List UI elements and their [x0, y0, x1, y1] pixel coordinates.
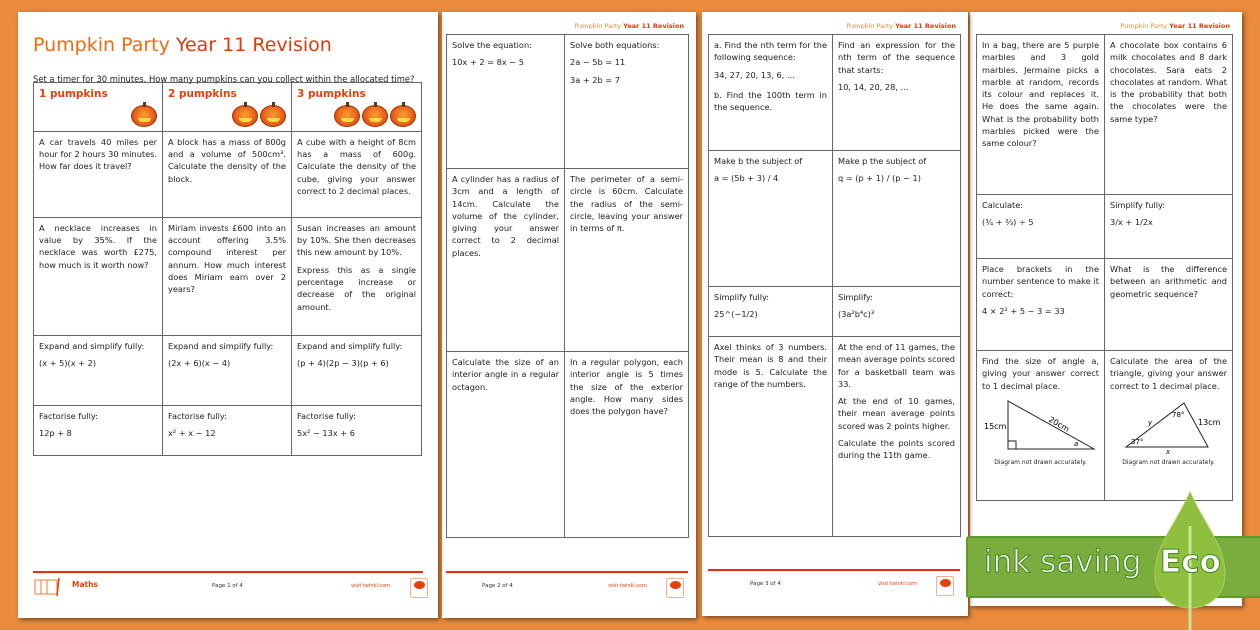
question-cell: Calculate: (¾ + ⅔) ÷ 5: [977, 195, 1105, 259]
question-cell: Expand and simplify fully: (2x + 6)(x − 4): [163, 335, 292, 405]
page-number: Page 2 of 4: [482, 583, 513, 589]
svg-text:a: a: [1074, 439, 1079, 448]
subject-label: Maths: [72, 580, 98, 589]
question-cell: a. Find the nth term for the following sequence: 34, 27, 20, 13, 6, ... b. Find the 100th term in the sequence.: [709, 35, 833, 151]
question-cell: Simplify: (3a²b⁴c)³: [833, 287, 961, 337]
question-cell: Miriam invests £600 into an account offering 3.5% compound interest per annum. How much interest does Miriam earn over 2 years?: [163, 217, 292, 335]
instructions: Set a timer for 30 minutes. How many pumpkins can you collect within the allocated time?: [33, 74, 415, 84]
question-cell: Expand and simplify fully: (x + 5)(x + 2): [34, 335, 163, 405]
question-cell: Factorise fully: x² + x − 12: [163, 405, 292, 455]
question-cell: Find the size of angle a, giving your answer correct to 1 decimal place. 15cm 20cm a Diagram not drawn accurately.: [977, 351, 1105, 501]
question-cell: Simplify fully: 25^(−1/2): [709, 287, 833, 337]
svg-text:x: x: [1166, 447, 1171, 455]
question-cell: Calculate the size of an interior angle in a regular octagon.: [447, 352, 565, 538]
ink-saving-label: ink saving: [984, 544, 1142, 580]
right-triangle-diagram: [982, 397, 1100, 455]
diagram-note: Diagram not drawn accurately.: [1122, 459, 1215, 467]
svg-text:13cm: 13cm: [1198, 417, 1221, 427]
pumpkin-icon: [232, 105, 258, 127]
question-cell: Factorise fully: 12p + 8: [34, 405, 163, 455]
question-grid: [976, 34, 1233, 501]
question-cell: Solve both equations: 2a − 5b = 11 3a + 2b = 7: [565, 35, 689, 169]
question-cell: Make b the subject of a = (5b + 3) / 4: [709, 151, 833, 287]
pumpkin-icon: [260, 105, 286, 127]
question-cell: A necklace increases in value by 35%. If the necklace was worth £275, how much is it worth now?: [34, 217, 163, 335]
svg-text:y: y: [1148, 418, 1153, 427]
question-cell: Factorise fully: 5x² − 13x + 6: [292, 405, 422, 455]
pumpkin-icons: [297, 105, 416, 127]
twinkl-link[interactable]: visit twinkl.com: [608, 583, 648, 589]
diagram-note: Diagram not drawn accurately.: [994, 459, 1087, 467]
pumpkin-icon: [131, 105, 157, 127]
pumpkin-icon: [334, 105, 360, 127]
column-header-2: 2 pumpkins: [163, 83, 292, 132]
question-cell: A block has a mass of 800g and a volume of 500cm³. Calculate the density of the block.: [163, 131, 292, 217]
footer-rule: [708, 569, 960, 571]
worksheet-page-1: [18, 12, 438, 618]
question-cell: Place brackets in the number sentence to make it correct: 4 × 2² + 5 − 3 = 33: [977, 259, 1105, 351]
page-header: Pumpkin Party Year 11 Revision: [846, 22, 956, 30]
page-number: Page 3 of 4: [750, 581, 781, 587]
question-cell: A cylinder has a radius of 3cm and a length of 14cm. Calculate the volume of the cylinder, giving your answer correct to 2 decimal places.: [447, 169, 565, 352]
question-cell: The perimeter of a semi-circle is 60cm. Calculate the radius of the semi-circle, leaving your answer in terms of π.: [565, 169, 689, 352]
page-number: Page 1 of 4: [212, 583, 243, 589]
question-cell: Make p the subject of q = (p + 1) / (p − 1): [833, 151, 961, 287]
question-cell: Simplify fully: 3/x + 1/2x: [1105, 195, 1233, 259]
svg-text:15cm: 15cm: [984, 421, 1007, 431]
column-header-3: 3 pumpkins: [292, 83, 422, 132]
question-cell: Axel thinks of 3 numbers. Their mean is 8 and their mode is 5. Calculate the range of the numbers.: [709, 337, 833, 537]
eco-label: Eco: [1160, 544, 1221, 580]
pumpkin-icon: [390, 105, 416, 127]
maths-icon: [33, 576, 65, 598]
page-header: Pumpkin Party Year 11 Revision: [1120, 22, 1230, 30]
question-cell: Find an expression for the nth term of the sequence that starts: 10, 14, 20, 28, ...: [833, 35, 961, 151]
pumpkin-icon: [362, 105, 388, 127]
question-cell: Solve the equation: 10x + 2 = 8x − 5: [447, 35, 565, 169]
twinkl-logo: [410, 578, 428, 598]
question-cell: What is the difference between an arithmetic and geometric sequence?: [1105, 259, 1233, 351]
question-cell: A chocolate box contains 6 milk chocolates and 8 dark chocolates. Sara eats 2 chocolates at random. What is the probability that both the chocolates were the same type?: [1105, 35, 1233, 195]
question-grid: [33, 82, 422, 456]
question-cell: At the end of 11 games, the mean average points scored for a basketball team was 33. At the end of 10 games, their mean average points scored was 2 points higher. Calculate the points scored during the 11th game.: [833, 337, 961, 537]
question-cell: Susan increases an amount by 10%. She then decreases this new amount by 10%. Express this as a single percentage increase or decrease of the original amount.: [292, 217, 422, 335]
svg-text:78°: 78°: [1172, 410, 1185, 419]
question-cell: Expand and simplify fully: (p + 4)(2p − 3)(p + 6): [292, 335, 422, 405]
footer-rule: [33, 571, 423, 573]
worksheet-page-2: [442, 12, 696, 618]
question-grid: [446, 34, 689, 538]
pumpkin-icons: [168, 105, 286, 127]
svg-text:20cm: 20cm: [1047, 414, 1071, 434]
question-cell: A car travels 40 miles per hour for 2 hours 30 minutes. How far does it travel?: [34, 131, 163, 217]
worksheet-page-3: [702, 12, 968, 616]
twinkl-logo: [936, 576, 954, 596]
page-header: Pumpkin Party Year 11 Revision: [574, 22, 684, 30]
question-cell: A cube with a height of 8cm has a mass of 600g. Calculate the density of the cube, giving your answer correct to 2 decimal places.: [292, 131, 422, 217]
page-title: Pumpkin Party Year 11 Revision: [33, 34, 332, 56]
triangle-diagram: [1110, 397, 1228, 455]
question-cell: In a regular polygon, each interior angle is 5 times the size of the exterior angle. How many sides does the polygon have?: [565, 352, 689, 538]
question-cell: In a bag, there are 5 purple marbles and 3 gold marbles. Jermaine picks a marble at random, records its colour and replaces it. He does the same again. What is the probability both marbles picked were the same colour?: [977, 35, 1105, 195]
footer-rule: [446, 571, 688, 573]
twinkl-logo: [666, 578, 684, 598]
question-cell: Calculate the area of the triangle, giving your answer correct to 1 decimal place. 78° 13cm y 37° x Diagram not drawn accurately.: [1105, 351, 1233, 501]
twinkl-link[interactable]: visit twinkl.com: [878, 581, 918, 587]
column-header-1: 1 pumpkins: [34, 83, 163, 132]
svg-text:37°: 37°: [1131, 437, 1144, 446]
pumpkin-icons: [39, 105, 157, 127]
twinkl-link[interactable]: visit twinkl.com: [351, 583, 391, 589]
question-grid: [708, 34, 961, 537]
